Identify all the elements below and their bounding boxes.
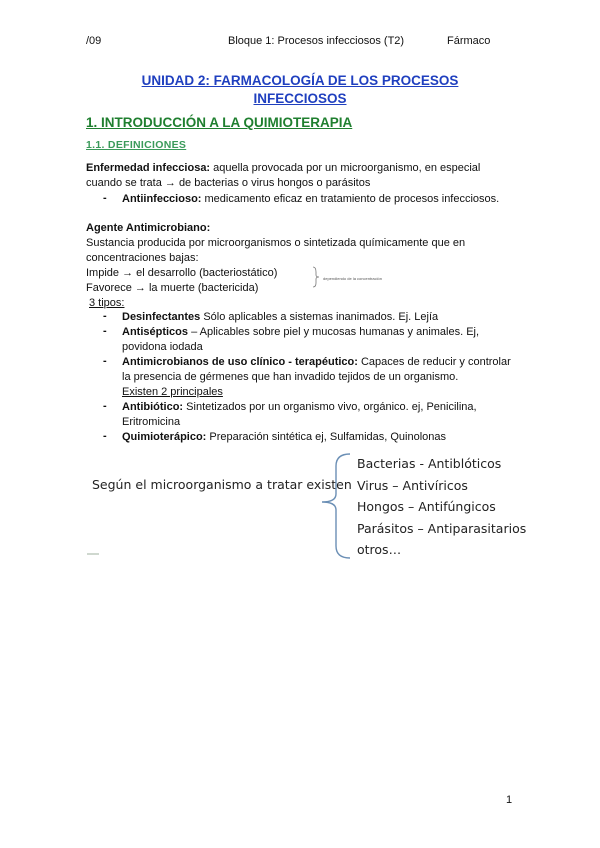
classification-lead: Según el microorganismo a tratar existen xyxy=(92,477,352,492)
antiinfective-item xyxy=(122,192,499,207)
section-heading: 1. INTRODUCCIÓN A LA QUIMIOTERAPIA xyxy=(86,115,353,130)
type-text-cont: la presencia de gérmenes que han invadido tejidos de un organismo. xyxy=(122,371,459,383)
type-text-cont: povidona iodada xyxy=(122,341,203,353)
list-dash: - xyxy=(103,430,107,442)
type-text-cont: Existen 2 principales xyxy=(122,386,223,398)
infectious-def-line1: aquella provocada por un microorganismo, en especial xyxy=(210,162,481,174)
classification-item: Bacterias - Antiblóticos xyxy=(357,456,502,471)
classification-item: otros… xyxy=(357,542,402,557)
type-term: Antimicrobianos de uso clínico - terapéutico: xyxy=(122,356,358,368)
type-item-chemotherapeutic xyxy=(122,430,514,445)
unit-title-line2: INFECCIOSOS xyxy=(253,91,347,106)
infectious-def-line2: cuando se trata → de bacterias o virus hongos o parásitos xyxy=(86,177,371,189)
types-label: 3 tipos: xyxy=(89,297,125,309)
classification-item: Hongos – Antifúngicos xyxy=(357,499,496,514)
type-item-antiseptics xyxy=(122,325,514,340)
header-center: Bloque 1: Procesos infecciosos (T2) xyxy=(228,35,405,47)
type-item-antibiotic xyxy=(122,400,514,415)
list-dash: - xyxy=(103,310,107,322)
type-term: Antisépticos xyxy=(122,326,189,338)
antiinfective-term: Antiinfeccioso: xyxy=(122,193,202,205)
antimicrobial-def-line2: concentraciones bajas: xyxy=(86,252,199,264)
type-text-cont: Eritromicina xyxy=(122,416,181,428)
infectious-term: Enfermedad infecciosa: xyxy=(86,162,211,174)
impide-line: Impide → el desarrollo (bacteriostático) xyxy=(86,267,278,279)
brace-note: dependiendo de la concentración xyxy=(323,276,382,281)
small-mark xyxy=(87,553,99,555)
type-text: Sintetizados por un organismo vivo, orgánico. ej, Penicilina, xyxy=(183,401,477,413)
type-item-disinfectants xyxy=(122,310,514,325)
classification-brace xyxy=(318,452,354,562)
type-text: – Aplicables sobre piel y mucosas humanas y animales. Ej, xyxy=(188,326,480,338)
list-dash: - xyxy=(103,192,107,204)
type-text: Capaces de reducir y controlar xyxy=(357,356,511,368)
favorece-line: Favorece → la muerte (bactericida) xyxy=(86,282,259,294)
classification-list xyxy=(357,453,526,561)
infectious-definition xyxy=(86,161,514,176)
type-term: Desinfectantes xyxy=(122,311,201,323)
type-text: Sólo aplicables a sistemas inanimados. Ej. Lejía xyxy=(200,311,439,323)
type-item-clinical xyxy=(122,355,514,370)
header-right: Fármaco xyxy=(447,35,491,47)
unit-title-line1: UNIDAD 2: FARMACOLOGÍA DE LOS PROCESOS xyxy=(141,73,459,88)
list-dash: - xyxy=(103,325,107,337)
subsection-heading: 1.1. DEFINICIONES xyxy=(86,139,187,151)
classification-item: Parásitos – Antiparasitarios xyxy=(357,520,527,536)
type-term: Quimioterápico: xyxy=(122,431,207,443)
type-text: Preparación sintética ej, Sulfamidas, Quinolonas xyxy=(206,431,447,443)
unit-title xyxy=(120,72,480,108)
list-dash: - xyxy=(103,400,107,412)
antimicrobial-heading: Agente Antimicrobiano: xyxy=(86,222,211,234)
page-number: 1 xyxy=(506,794,513,806)
header-left: /09 xyxy=(86,35,102,47)
classification-item: Virus – Antivíricos xyxy=(357,477,468,493)
type-term: Antibiótico: xyxy=(122,401,184,413)
small-brace xyxy=(311,265,321,289)
list-dash: - xyxy=(103,355,107,367)
antimicrobial-def-line1: Sustancia producida por microorganismos o sintetizada químicamente que en xyxy=(86,237,466,249)
antiinfective-def: medicamento eficaz en tratamiento de procesos infecciosos. xyxy=(201,193,500,205)
